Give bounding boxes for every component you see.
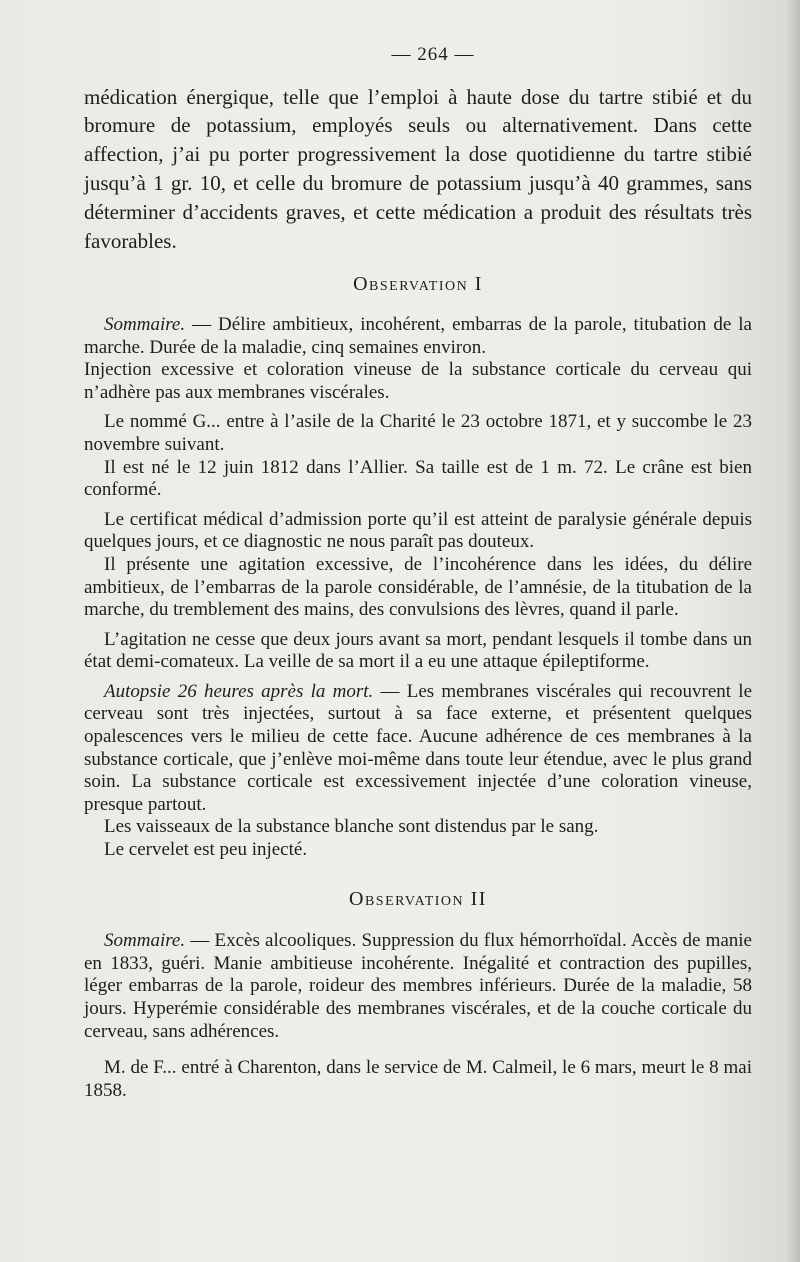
paragraph: Le certificat médical d’admission porte qu’il est atteint de paralysie générale depuis quelques jours, et ce diagnostic ne nous paraît pas douteux.: [84, 508, 752, 553]
summary-text: — Excès alcooliques. Suppression du flux hémorrhoïdal. Accès de manie en 1833, guéri. Manie ambitieuse incohérente. Inégalité et contraction des pupilles, léger embarras de la parole, roideur des membres inférieurs. Durée de la maladie, 58 jours. Hyperémie considérable des membranes viscérales, et de la couche corticale du cerveau, sans adhérences.: [84, 930, 752, 1042]
summary-label: Sommaire.: [104, 930, 186, 952]
summary-label: Sommaire.: [104, 313, 186, 335]
page-number: — 264 —: [391, 44, 475, 65]
paragraph: Le nommé G... entre à l’asile de la Charité le 23 octobre 1871, et y succombe le 23 novembre suivant.: [84, 411, 752, 455]
observation-1-summary: [84, 314, 752, 404]
intro-paragraph: médication énergique, telle que l’emploi à haute dose du tartre stibié et du bromure de potassium, employés seuls ou alternativement. Dans cette affection, j’ai pu porter progressivement la dose quotidienne du tartre stibié jusqu’à 1 gr. 10, et celle du bromure de potassium jusqu’à 40 grammes, sans déterminer d’accidents graves, et cette médication a produit des résultats très favorables.: [84, 84, 752, 253]
paragraph: Les vaisseaux de la substance blanche sont distendus par le sang.: [104, 816, 599, 838]
observation-2-title: Observation II: [349, 887, 487, 910]
paragraph: Le cervelet est peu injecté.: [104, 839, 308, 861]
page-content: [84, 44, 752, 1102]
page-edge-shadow: [786, 0, 800, 1262]
paragraph: L’agitation ne cesse que deux jours avant sa mort, pendant lesquels il tombe dans un état demi-comateux. La veille de sa mort il a eu une attaque épileptiforme.: [84, 628, 752, 673]
autopsy-text: — Les membranes viscérales qui recouvrent le cerveau sont très injectées, surtout à sa face externe, et présentent quelques opalescences vers le milieu de cette face. Aucune adhérence de ces membranes à la substance corticale, que j’enlève moi-même dans toute leur étendue, avec le plus grand soin. La substance corticale est excessivement injectée d’une coloration vineuse, presque partout.: [84, 680, 753, 815]
paragraph: M. de F... entré à Charenton, dans le service de M. Calmeil, le 6 mars, meurt le 8 mai 1858.: [84, 1057, 752, 1101]
autopsy-label: Autopsie 26 heures après la mort.: [104, 680, 374, 702]
paragraph: Il présente une agitation excessive, de l’incohérence dans les idées, du délire ambitieux, de l’embarras de la parole considérable, de l’amnésie, de la titubation de la marche, du tremblement des mains, des convulsions des lèvres, quand il parle.: [84, 553, 752, 621]
paragraph: Il est né le 12 juin 1812 dans l’Allier. Sa taille est de 1 m. 72. Le crâne est bien conformé.: [84, 456, 752, 501]
observation-1-title: Observation I: [353, 273, 483, 296]
summary-text: — Délire ambitieux, incohérent, embarras de la parole, titubation de la marche. Durée de la maladie, cinq semaines environ.: [84, 313, 752, 358]
summary-text-2: Injection excessive et coloration vineuse de la substance corticale du cerveau qui n’adhère pas aux membranes viscérales.: [84, 359, 752, 403]
observation-2-summary: [84, 930, 752, 1043]
autopsy-paragraph: [84, 681, 752, 817]
